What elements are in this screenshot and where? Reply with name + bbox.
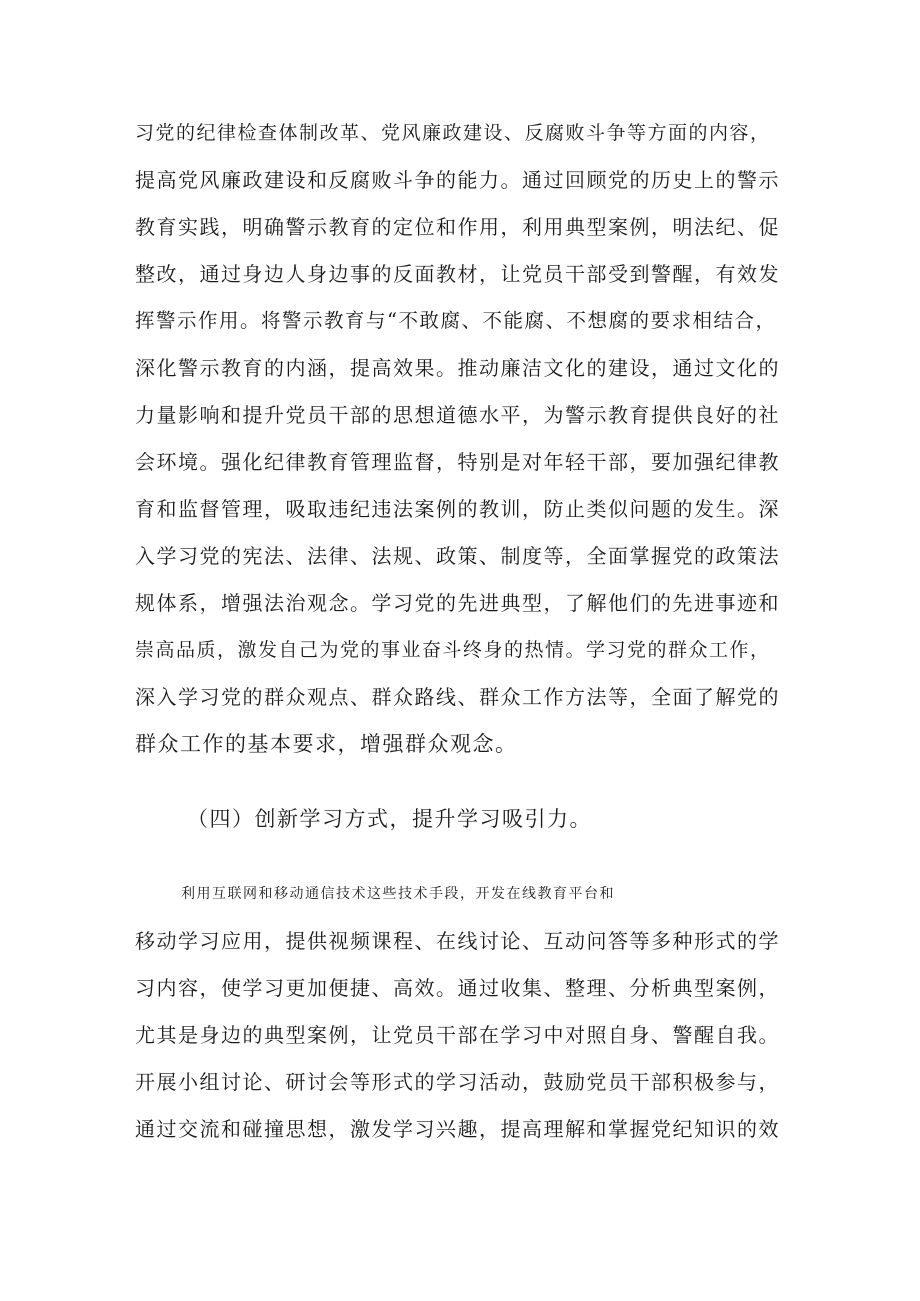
- paragraph-line: 提高党风廉政建设和反腐败斗争的能力。通过回顾党的历史上的警示: [135, 168, 780, 192]
- paragraph-line: 入学习党的宪法、法律、法规、政策、制度等，全面掌握党的政策法: [135, 544, 780, 568]
- paragraph-line: 整改，通过身边人身边事的反面教材，让党员干部受到警醒，有效发: [135, 262, 780, 286]
- paragraph-line: 教育实践，明确警示教育的定位和作用，利用典型案例，明法纪、促: [135, 215, 780, 239]
- paragraph-line: 利用互联网和移动通信技术这些技术手段，开发在线教育平台和: [181, 886, 615, 902]
- paragraph-line: 通过交流和碰撞思想，激发学习兴趣，提高理解和掌握党纪知识的效: [135, 1117, 780, 1141]
- paragraph-line: 育和监督管理，吸取违纪违法案例的教训，防止类似问题的发生。深: [135, 497, 780, 521]
- section-heading: （四）创新学习方式，提升学习吸引力。: [187, 807, 592, 831]
- paragraph-line: 习内容，使学习更加便捷、高效。通过收集、整理、分析典型案例，: [135, 976, 780, 1000]
- paragraph-line: 习党的纪律检查体制改革、党风廉政建设、反腐败斗争等方面的内容，: [135, 122, 771, 144]
- paragraph-line: 移动学习应用，提供视频课程、在线讨论、互动问答等多种形式的学: [135, 929, 780, 953]
- paragraph-line: 尤其是身边的典型案例，让党员干部在学习中对照自身、警醒自我。: [135, 1023, 780, 1047]
- paragraph-line: 深化警示教育的内涵，提高效果。推动廉洁文化的建设，通过文化的: [135, 356, 780, 380]
- paragraph-line: 规体系，增强法治观念。学习党的先进典型，了解他们的先进事迹和: [135, 591, 780, 615]
- paragraph-line: 深入学习党的群众观点、群众路线、群众工作方法等，全面了解党的: [135, 685, 780, 709]
- paragraph-line: 力量影响和提升党员干部的思想道德水平，为警示教育提供良好的社: [135, 403, 780, 427]
- paragraph-line: 会环境。强化纪律教育管理监督，特别是对年轻干部，要加强纪律教: [135, 450, 780, 474]
- paragraph-line: 群众工作的基本要求，增强群众观念。: [135, 732, 518, 756]
- paragraph-line: 开展小组讨论、研讨会等形式的学习活动，鼓励党员干部积极参与，: [135, 1070, 780, 1094]
- paragraph-line: 挥警示作用。将警示教育与“不敢腐、不能腐、不想腐的要求相结合，: [135, 309, 777, 332]
- paragraph-line: 崇高品质，激发自己为党的事业奋斗终身的热情。学习党的群众工作，: [135, 639, 771, 661]
